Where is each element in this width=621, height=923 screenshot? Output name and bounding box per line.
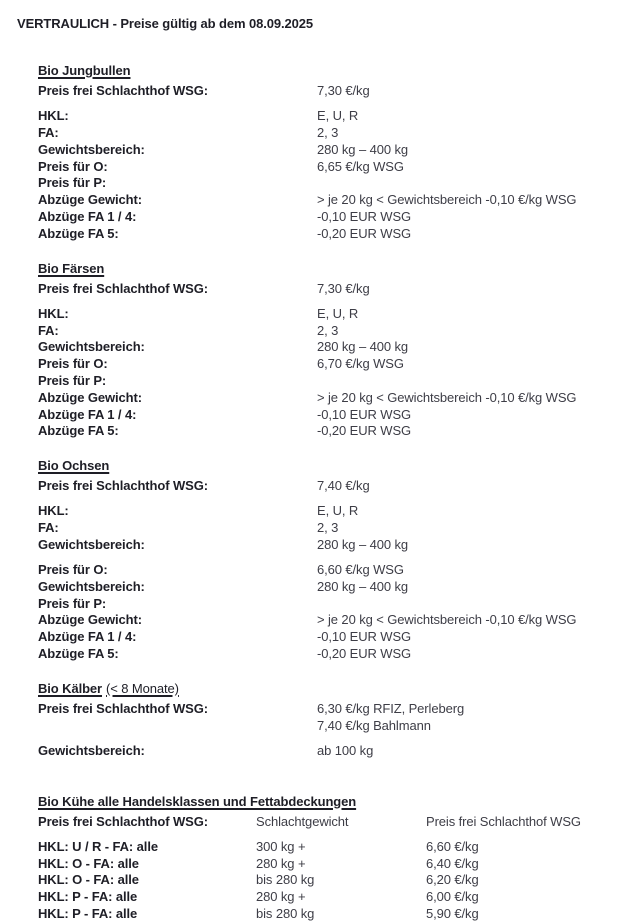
row-value: > je 20 kg < Gewichtsbereich -0,10 €/kg WSG (317, 612, 577, 628)
section-title (38, 457, 109, 475)
row-value: 2, 3 (317, 322, 339, 338)
price-row (38, 743, 607, 760)
row-label: Preis frei Schlachthof WSG: (38, 83, 208, 98)
price-row (38, 579, 607, 596)
price-row (38, 503, 607, 520)
row-label: HKL: (38, 108, 69, 124)
price-row (38, 478, 607, 495)
price-row (38, 646, 607, 663)
row-label: Gewichtsbereich: (38, 536, 145, 552)
price-row (38, 537, 607, 554)
section-bio-kaelber (38, 680, 607, 760)
cell-weight: bis 280 kg (256, 906, 315, 922)
row-value: -0,10 EUR WSG (317, 406, 412, 422)
row-value: -0,10 EUR WSG (317, 208, 412, 224)
row-label: Abzüge FA 5: (38, 646, 119, 662)
cell-price: 5,90 €/kg (426, 906, 479, 922)
row-label: Preis für O: (38, 158, 108, 174)
section-bio-kuehe-table (38, 793, 607, 923)
price-row (38, 108, 607, 125)
row-value: 6,60 €/kg WSG (317, 562, 404, 578)
row-label: Gewichtsbereich: (38, 141, 145, 157)
price-row (38, 701, 607, 735)
row-value: -0,20 EUR WSG (317, 225, 412, 241)
confidential-header: VERTRAULICH - Preise gültig ab dem 08.09.2025 (17, 16, 314, 31)
row-value: 6,65 €/kg WSG (317, 158, 404, 174)
row-label: Preis frei Schlachthof WSG: (38, 280, 208, 296)
section-title-text: Bio Jungbullen (38, 63, 131, 78)
row-value: 280 kg – 400 kg (317, 141, 409, 157)
row-value: 6,30 €/kg RFIZ, Perleberg (317, 700, 465, 716)
table-row (38, 839, 607, 856)
row-value: 6,70 €/kg WSG (317, 356, 404, 372)
price-row (38, 306, 607, 323)
section-bio-faersen (38, 260, 607, 441)
section-title: Bio Kühe alle Handelsklassen und Fettabdeckungen (38, 793, 357, 809)
row-label: FA: (38, 124, 59, 140)
section-title-text: Bio Ochsen (38, 458, 110, 474)
row-label: Preis frei Schlachthof WSG: (38, 478, 208, 494)
price-row (38, 323, 607, 340)
row-label: HKL: (38, 503, 69, 519)
row-value: E, U, R (317, 108, 359, 124)
row-value: ab 100 kg (317, 742, 374, 758)
price-row (38, 83, 607, 100)
cell-weight: 300 kg + (256, 838, 306, 854)
row-value: 7,30 €/kg (317, 280, 370, 296)
row-label: Abzüge Gewicht: (38, 612, 142, 628)
table-row (38, 906, 607, 923)
cell-class: HKL: P - FA: alle (38, 889, 138, 905)
cell-price: 6,20 €/kg (426, 872, 479, 888)
cell-price: 6,00 €/kg (426, 889, 479, 905)
section-title-text: Bio Kälber (38, 680, 103, 696)
price-row (38, 520, 607, 537)
price-row (38, 407, 607, 424)
row-label: Abzüge Gewicht: (38, 192, 142, 208)
section-title (38, 680, 179, 698)
row-label: Preis für O: (38, 562, 108, 578)
row-label: Abzüge FA 1 / 4: (38, 629, 137, 645)
row-label: Preis für P: (38, 372, 107, 388)
column-header-price: Preis frei Schlachthof WSG (426, 813, 581, 829)
row-value: E, U, R (317, 305, 359, 321)
price-row (38, 339, 607, 356)
price-row (38, 562, 607, 579)
row-label: Gewichtsbereich: (38, 339, 145, 355)
table-row (38, 856, 607, 873)
price-row (38, 596, 607, 613)
price-row (38, 226, 607, 243)
cell-class: HKL: O - FA: alle (38, 872, 139, 888)
table-row (38, 889, 607, 906)
row-value-line2: 7,40 €/kg Bahlmann (317, 717, 431, 733)
row-label: FA: (38, 520, 59, 536)
row-value: > je 20 kg < Gewichtsbereich -0,10 €/kg WSG (317, 192, 577, 208)
cell-price: 6,60 €/kg (426, 838, 479, 854)
price-row (38, 629, 607, 646)
price-row (38, 209, 607, 226)
row-value: 280 kg – 400 kg (317, 578, 409, 594)
row-label: Abzüge FA 1 / 4: (38, 406, 137, 422)
cell-class: HKL: P - FA: alle (38, 906, 138, 922)
price-row (38, 159, 607, 176)
row-value: 2, 3 (317, 520, 339, 536)
document-content (38, 62, 607, 923)
table-header-row (38, 814, 607, 831)
price-row (38, 125, 607, 142)
row-value: 7,30 €/kg (317, 83, 370, 98)
price-row (38, 142, 607, 159)
row-value: -0,10 EUR WSG (317, 629, 412, 645)
row-value: E, U, R (317, 503, 359, 519)
section-bio-ochsen (38, 457, 607, 663)
row-label: Abzüge Gewicht: (38, 389, 142, 405)
section-title-text: Bio Färsen (38, 260, 105, 276)
price-row (38, 192, 607, 209)
section-bio-jungbullen (38, 62, 607, 243)
row-value: 280 kg – 400 kg (317, 536, 409, 552)
section-title-suffix: (< 8 Monate) (106, 680, 179, 696)
column-header-price-label: Preis frei Schlachthof WSG: (38, 813, 208, 829)
cell-price: 6,40 €/kg (426, 855, 479, 871)
row-value-group (317, 701, 464, 735)
price-row (38, 373, 607, 390)
row-label: Gewichtsbereich: (38, 742, 145, 758)
row-label: FA: (38, 322, 59, 338)
row-value: 2, 3 (317, 124, 339, 140)
row-label: Abzüge FA 5: (38, 225, 119, 241)
row-label: Abzüge FA 1 / 4: (38, 208, 137, 224)
section-title (38, 260, 104, 278)
row-label: Preis frei Schlachthof WSG: (38, 700, 208, 716)
cell-weight: 280 kg + (256, 855, 306, 871)
row-value: 7,40 €/kg (317, 478, 370, 494)
row-label: HKL: (38, 305, 69, 321)
row-value: -0,20 EUR WSG (317, 423, 412, 439)
row-label: Preis für P: (38, 595, 107, 611)
cell-class: HKL: U / R - FA: alle (38, 838, 158, 854)
row-value: > je 20 kg < Gewichtsbereich -0,10 €/kg WSG (317, 389, 577, 405)
column-header-weight: Schlachtgewicht (256, 813, 349, 829)
price-row (38, 423, 607, 440)
price-row (38, 612, 607, 629)
price-row (38, 356, 607, 373)
row-label: Abzüge FA 5: (38, 423, 119, 439)
table-row (38, 872, 607, 889)
cell-class: HKL: O - FA: alle (38, 855, 139, 871)
cell-weight: 280 kg + (256, 889, 306, 905)
price-row (38, 390, 607, 407)
row-label: Preis für P: (38, 175, 107, 191)
row-value: 280 kg – 400 kg (317, 339, 409, 355)
row-label: Gewichtsbereich: (38, 578, 145, 594)
row-value: -0,20 EUR WSG (317, 646, 412, 662)
price-row (38, 281, 607, 298)
row-label: Preis für O: (38, 356, 108, 372)
price-row (38, 175, 607, 192)
section-title (38, 62, 130, 80)
cell-weight: bis 280 kg (256, 872, 315, 888)
